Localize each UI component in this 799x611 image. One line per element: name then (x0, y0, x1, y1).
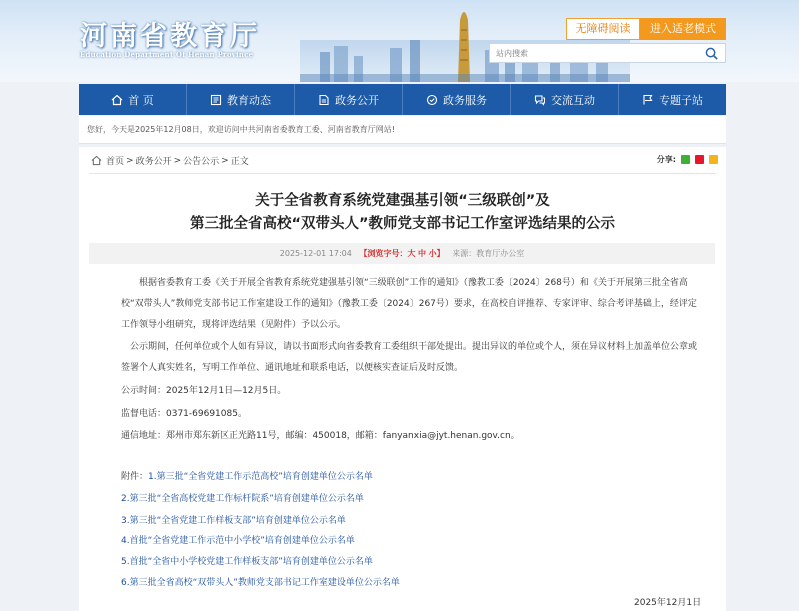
attachment-item (121, 575, 400, 588)
publish-date: 2025-12-01 17:04 (279, 249, 352, 258)
breadcrumb-separator: > (173, 155, 182, 166)
article-title-line2: 第三批全省高校“双带头人”教师党支部书记工作室评选结果的公示 (189, 216, 616, 232)
font-size-label-end: 】 (436, 249, 445, 258)
nav-item-topics[interactable] (619, 84, 726, 115)
attachment-item (121, 513, 346, 526)
weibo-icon[interactable] (695, 155, 704, 164)
publicity-period: 公示时间：2025年12月1日—12月5日。 (121, 386, 287, 396)
attachment-link[interactable]: 2.第三批“全省高校党建工作标杆院系”培育创建单位公示名单 (121, 494, 364, 504)
nav-label: 交流互动 (551, 93, 595, 107)
nav-label: 首 页 (128, 93, 154, 107)
breadcrumb-separator: > (126, 155, 134, 166)
article-title-line1: 关于全省教育系统党建强基引领“三级联创”及 (255, 193, 550, 209)
attachment-link[interactable]: 6.第三批全省高校“双带头人”教师党支部书记工作室建设单位公示名单 (121, 578, 400, 588)
search-input[interactable] (496, 46, 696, 61)
news-icon (210, 94, 222, 106)
search-box (489, 43, 726, 63)
attachments-prefix: 附件： (121, 472, 149, 482)
nav-item-services[interactable] (403, 84, 511, 115)
font-size-medium[interactable]: 中 (418, 249, 427, 258)
wechat-icon[interactable] (681, 155, 690, 164)
interact-icon (534, 94, 546, 106)
font-size-label: 【浏览字号： (359, 249, 408, 258)
breadcrumb (91, 154, 249, 167)
article-paragraph: 公示期间，任何单位或个人如有异议，请以书面形式向省委教育工委组织干部处提出。提出异议的单位或个人，须在异议材料上加盖单位公章或签署个人真实姓名，写明工作单位、通讯地址和联系电话，以便核实查证后及时反馈。 (121, 342, 698, 373)
article-panel (79, 147, 726, 611)
font-size-large[interactable]: 大 (407, 249, 416, 258)
accessibility-button[interactable]: 无障碍阅读 (566, 18, 640, 40)
article-source: 来源：教育厅办公室 (452, 249, 525, 258)
breadcrumb-home[interactable]: 首页 (106, 157, 125, 167)
share-bar (657, 154, 718, 165)
elder-mode-button[interactable]: 进入适老模式 (640, 18, 726, 40)
home-icon (91, 155, 102, 166)
article-paragraph: 根据省委教育工委《关于开展全省教育系统党建强基引领“三级联创”工作的通知》（豫教工委〔2024〕268号）和《关于开展第三批全省高校“双带头人”教师党支部书记工作室建设工作的通知》（豫教工委〔2024〕267号）要求，在高校自评推荐、专家评审、综合考评基础上，经评定工作领导小组研究，现将评选结果（见附件）予以公示。 (121, 278, 697, 330)
nav-label: 专题子站 (659, 93, 703, 107)
nav-label: 政务公开 (335, 93, 379, 107)
share-label: 分享: (656, 155, 676, 164)
nav-item-news[interactable] (187, 84, 295, 115)
mailing-address: 通信地址：郑州市郑东新区正光路11号，邮编：450018，邮箱：fanyanxia@jyt.henan.gov.cn。 (121, 431, 520, 441)
site-logo-title[interactable]: 河南省教育厅 (80, 21, 260, 52)
nav-item-home[interactable] (79, 84, 187, 115)
attachment-item (121, 469, 373, 482)
breadcrumb-separator: > (221, 155, 229, 166)
site-logo-subtitle: Education Department Of Henan Province (80, 50, 254, 59)
service-icon (426, 94, 438, 106)
attachment-item (121, 491, 364, 504)
breadcrumb-current: 正文 (230, 157, 249, 167)
breadcrumb-public-affairs[interactable]: 政务公开 (135, 157, 172, 167)
attachment-link[interactable]: 1.第三批“全省党建工作示范高校”培育创建单位公示名单 (148, 472, 373, 482)
attachment-item (121, 533, 355, 546)
site-header (0, 0, 799, 82)
attachment-link[interactable]: 3.第三批“全省党建工作样板支部”培育创建单位公示名单 (121, 516, 346, 526)
city-skyline-banner (300, 0, 630, 82)
signature-date: 2025年12月1日 (634, 598, 702, 608)
file-icon (318, 94, 330, 106)
qzone-icon[interactable] (709, 155, 718, 164)
attachment-item (121, 554, 373, 567)
article-meta (89, 243, 715, 264)
font-size-small[interactable]: 小 (428, 249, 437, 258)
divider (89, 173, 716, 174)
nav-label: 政务服务 (443, 93, 487, 107)
home-icon (111, 94, 123, 106)
topic-icon (642, 94, 654, 106)
nav-item-interaction[interactable] (511, 84, 619, 115)
main-nav (79, 84, 726, 115)
attachment-link[interactable]: 4.首批“全省党建工作示范中小学校”培育创建单位公示名单 (121, 536, 355, 546)
supervision-phone: 监督电话：0371-69691085。 (121, 409, 247, 419)
nav-item-public-affairs[interactable] (295, 84, 403, 115)
search-icon[interactable] (705, 47, 718, 60)
attachment-link[interactable]: 5.首批“全省中小学校党建工作样板支部”培育创建单位公示名单 (121, 557, 373, 567)
nav-label: 教育动态 (227, 93, 271, 107)
welcome-bar: 您好，今天是2025年12月08日，欢迎访问中共河南省委教育工委、河南省教育厅网站! (79, 116, 726, 144)
breadcrumb-announcements[interactable]: 公告公示 (183, 157, 220, 167)
